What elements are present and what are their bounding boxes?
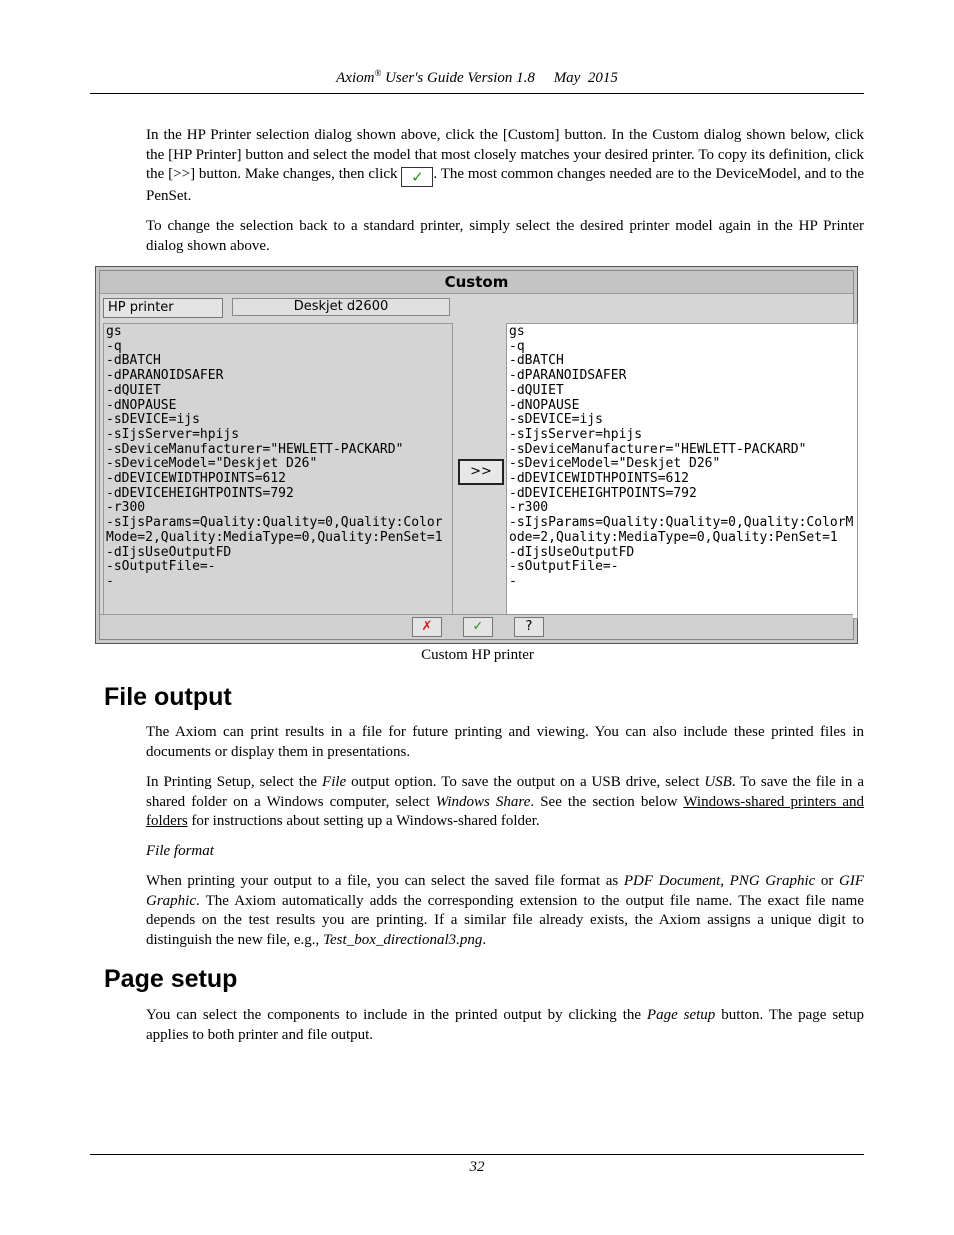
definition-line: -dDEVICEHEIGHTPOINTS=792 [106,485,294,501]
definition-line: -dIjsUseOutputFD [509,544,635,560]
definition-line: -sDeviceManufacturer="HEWLETT-PACKARD" [106,441,404,457]
text: output option. To save the output on a USB drive, select [346,774,705,790]
definition-line: -r300 [106,500,146,516]
text: . See the section below [530,793,684,810]
footer-rule [90,1154,864,1155]
definition-line: -dBATCH [106,353,161,369]
text: When printing your output to a file, you can select the saved file format as [146,873,624,889]
definition-line: -sDEVICE=ijs [106,412,200,428]
hp-printer-button[interactable]: HP printer [103,298,223,318]
file-format-paragraph [146,872,864,950]
file-output-paragraph-1: The Axiom can print results in a file for future printing and viewing. You can also include these printed files in documents or display them in presentations. [146,724,864,760]
definition-line: -sOutputFile=- [106,559,216,575]
source-definition-pane[interactable] [103,323,453,619]
registered-mark: ® [374,68,382,78]
option-file: File [322,774,347,790]
option-usb: USB [704,774,732,790]
definition-line: - [106,573,114,589]
text: In Printing Setup, select the [146,774,323,790]
definition-line: -dDEVICEWIDTHPOINTS=612 [106,471,287,487]
text: . [482,931,487,948]
text: . The Axiom automatically adds the corresponding extension to the output file name. The exact file name depends on the test results you are printing. If a similar file already exists, the Axiom assigns a unique digit to distinguish the new file, e.g., [146,892,864,948]
checkmark-icon: ✓ [401,167,433,187]
copy-definition-button[interactable]: >> [458,459,504,485]
definition-line: gs [106,324,122,339]
text: . To save the file in a shared folder on a Windows computer, select [146,774,864,810]
definition-line: -sDeviceModel="Deskjet D26" [509,456,721,472]
definition-line: -sDeviceModel="Deskjet D26" [106,456,318,472]
help-icon[interactable]: ? [514,617,544,637]
figure-caption: Custom HP printer [421,647,534,663]
definition-line: -dQUIET [509,382,564,398]
text: You can select the components to include in the printed output by clicking the [146,1007,647,1023]
definition-line: -dDEVICEWIDTHPOINTS=612 [509,471,690,487]
definition-line: -dNOPAUSE [106,397,177,413]
definition-line: -q [509,338,525,354]
header-rule [90,93,864,94]
model-field[interactable]: Deskjet d2600 [232,298,450,316]
definition-line: -sIjsParams=Quality:Quality=0,Quality:ColorMode=2,Quality:MediaType=0,Quality:PenSet=1 [106,515,443,545]
definition-line: -sIjsServer=hpijs [509,426,643,442]
dialog-title: Custom [100,271,853,294]
definition-line: - [509,573,517,589]
custom-definition-pane[interactable] [506,323,858,619]
text: or [815,873,840,889]
text: button. The page setup applies to both printer and file output. [146,1007,865,1043]
file-output-paragraph-2 [146,773,864,832]
ok-check-icon[interactable]: ✓ [463,617,493,637]
definition-line: -dPARANOIDSAFER [106,368,224,384]
text: , [720,873,730,889]
header-product: Axiom [336,70,375,86]
definition-line: -sDeviceManufacturer="HEWLETT-PACKARD" [509,441,807,457]
definition-line: -sIjsParams=Quality:Quality=0,Quality:ColorMode=2,Quality:MediaType=0,Quality:PenSet=1 [509,515,854,545]
format-pdf: PDF Document [623,873,721,889]
definition-line: -r300 [509,500,549,516]
definition-line: -sDEVICE=ijs [509,412,603,428]
dialog-button-bar [100,614,853,639]
revert-paragraph: To change the selection back to a standard printer, simply select the desired printer model again in the HP Printer dialog shown above. [146,218,864,254]
header-guide-title: User's Guide Version 1.8 [385,70,535,86]
header-date: May 2015 [553,70,618,86]
definition-line: -q [106,338,122,354]
page-setup-paragraph [146,1006,864,1045]
definition-line: gs [509,324,525,339]
example-filename: Test_box_directional3.png [323,931,483,948]
option-windows-share: Windows Share [435,793,531,810]
custom-dialog [95,266,858,644]
format-png: PNG Graphic [729,873,816,889]
intro-text-a: In the HP Printer selection dialog shown above, click the [Custom] button. In the Custom dialog shown below, click the [HP Printer] button and select the model that most closely matches your desired printer. To copy its definition, click the [>>] button. Make changes, then click [146,127,864,182]
page-number: 32 [469,1159,485,1175]
definition-line: -dPARANOIDSAFER [509,368,627,384]
windows-shared-link[interactable]: Windows-shared printers and folders [146,793,865,829]
page-header [90,68,864,87]
definition-line: -dBATCH [509,353,564,369]
intro-text-b: . The most common changes needed are to the DeviceModel, and to the PenSet. [146,166,864,204]
section-heading-file-output: File output [104,683,232,711]
definition-line: -dIjsUseOutputFD [106,544,232,560]
definition-line: -sIjsServer=hpijs [106,426,240,442]
dialog-body [99,270,854,640]
cancel-icon[interactable]: ✗ [412,617,442,637]
intro-paragraph [146,126,864,207]
definition-line: -dDEVICEHEIGHTPOINTS=792 [509,485,697,501]
definition-line: -sOutputFile=- [509,559,619,575]
section-heading-page-setup: Page setup [104,965,238,993]
text: for instructions about setting up a Windows-shared folder. [187,813,540,829]
format-gif: GIF Graphic [146,873,865,909]
definition-line: -dNOPAUSE [509,397,580,413]
file-format-subheading: File format [146,843,214,859]
page-setup-term: Page setup [646,1007,716,1023]
definition-line: -dQUIET [106,382,161,398]
